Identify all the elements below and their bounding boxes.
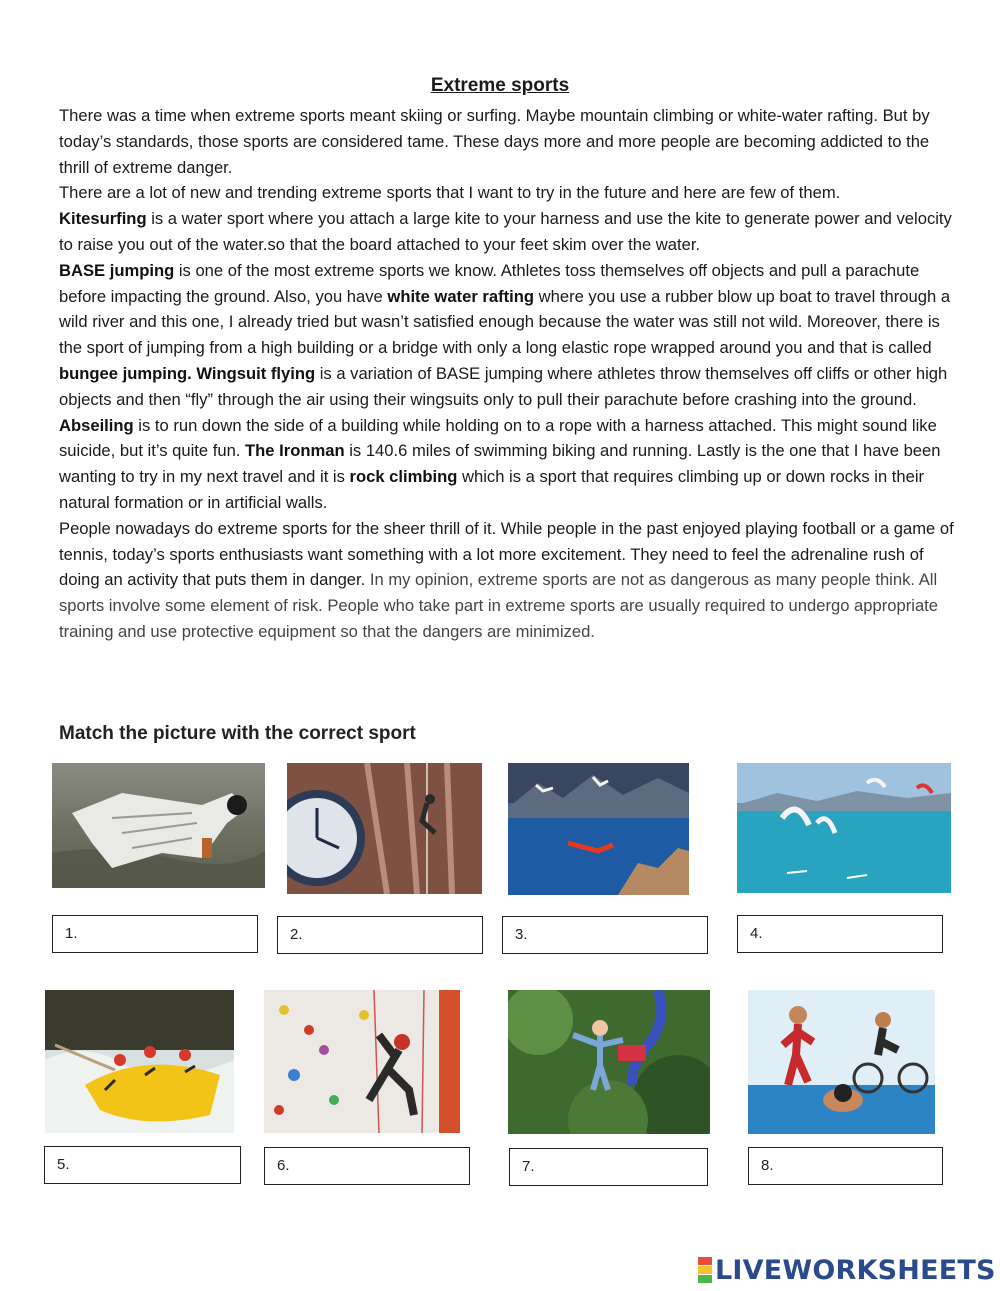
logo-mark-icon (698, 1257, 712, 1283)
answer-number: 1. (65, 925, 78, 942)
answer-box-6[interactable] (264, 1147, 470, 1185)
answer-number: 7. (522, 1158, 535, 1175)
answer-input-5[interactable] (77, 1152, 234, 1178)
answer-box-1[interactable] (52, 915, 258, 953)
ironman-triathlon-photo (748, 990, 935, 1134)
term-kitesurfing: Kitesurfing (59, 209, 147, 229)
wingsuit-flying-photo (52, 763, 265, 888)
reading-text (59, 103, 959, 645)
paragraph-2: There are a lot of new and trending extreme sports that I want to try in the future and here are few of them. (59, 183, 841, 203)
answer-input-3[interactable] (535, 922, 701, 948)
answer-input-1[interactable] (85, 921, 251, 947)
answer-input-7[interactable] (542, 1154, 701, 1180)
page-title: Extreme sports (430, 75, 570, 96)
answer-number: 4. (750, 925, 763, 942)
answer-number: 8. (761, 1157, 774, 1174)
base-jumping-photo (508, 763, 689, 895)
term-abseiling: Abseiling (59, 415, 134, 435)
bungee-jumping-photo (508, 990, 710, 1134)
answer-box-2[interactable] (277, 916, 483, 954)
paragraph-3: Kitesurfing is a water sport where you attach a large kite to your harness and use the kite to generate power and velocity to raise you out of the water.so that the board attached to your feet skim over the water. (59, 209, 952, 254)
answer-box-3[interactable] (502, 916, 708, 954)
answer-number: 2. (290, 926, 303, 943)
term-base-jumping: BASE jumping (59, 260, 175, 280)
term-ironman: The Ironman (245, 441, 345, 461)
rock-climbing-photo (264, 990, 460, 1133)
match-instruction: Match the picture with the correct sport (59, 723, 416, 744)
logo-text: LIVEWORKSHEETS (715, 1254, 996, 1286)
answer-number: 6. (277, 1157, 290, 1174)
liveworksheets-logo (698, 1254, 996, 1286)
term-rock-climbing: rock climbing (349, 467, 458, 487)
term-white-water-rafting: white water rafting (387, 286, 535, 306)
term-bungee-wingsuit: bungee jumping. Wingsuit flying (59, 363, 316, 383)
answer-input-4[interactable] (770, 921, 936, 947)
answer-input-2[interactable] (310, 922, 476, 948)
paragraph-1: There was a time when extreme sports meant skiing or surfing. Maybe mountain climbing or white-water rafting. But by today’s standards, those sports are considered tame. These days more and more people are becoming addicted to the thrill of extreme danger. (59, 106, 930, 177)
abseiling-photo (287, 763, 482, 894)
white-water-rafting-photo (45, 990, 234, 1133)
paragraph-5: People nowadays do extreme sports for the sheer thrill of it. While people in the past enjoyed playing football or a game of tennis, today’s sports enthusiasts want something with a lot more excitement. They need to feel the adrenaline rush of doing an activity that puts them in danger. In my opinion, extreme sports are not as dangerous as many people think. All sports involve some element of risk. People who take part in extreme sports are usually required to undergo appropriate training and use protective equipment so that the dangers are minimized. (59, 518, 954, 641)
answer-box-4[interactable] (737, 915, 943, 953)
answer-number: 5. (57, 1156, 70, 1173)
answer-number: 3. (515, 926, 528, 943)
answer-box-7[interactable] (509, 1148, 708, 1186)
answer-box-5[interactable] (44, 1146, 241, 1184)
answer-input-6[interactable] (297, 1153, 463, 1179)
paragraph-4: BASE jumping is one of the most extreme sports we know. Athletes toss themselves off objects and pull a parachute before impacting the ground. Also, you have white water rafting where you use a rubber blow up boat to travel through a wild river and this one, I already tried but wasn’t satisfied enough because the water was still not wild. Moreover, there is the sport of jumping from a high building or a bridge with only a long elastic rope wrapped around you and that is called bungee jumping. Wingsuit flying is a variation of BASE jumping where athletes throw themselves off cliffs or other high objects and then “fly” through the air using their wingsuits only to pull their parachute before crashing into the ground. Abseiling is to run down the side of a building while holding on to a rope with a harness attached. This might sound like suicide, but it’s quite fun. The Ironman is 140.6 miles of swimming biking and running. Lastly is the one that I have been wanting to try in my next travel and it is rock climbing which is a sport that requires climbing up or down rocks in their natural formation or in artificial walls. (59, 260, 951, 512)
answer-input-8[interactable] (781, 1153, 936, 1179)
answer-box-8[interactable] (748, 1147, 943, 1185)
kitesurfing-photo (737, 763, 951, 893)
